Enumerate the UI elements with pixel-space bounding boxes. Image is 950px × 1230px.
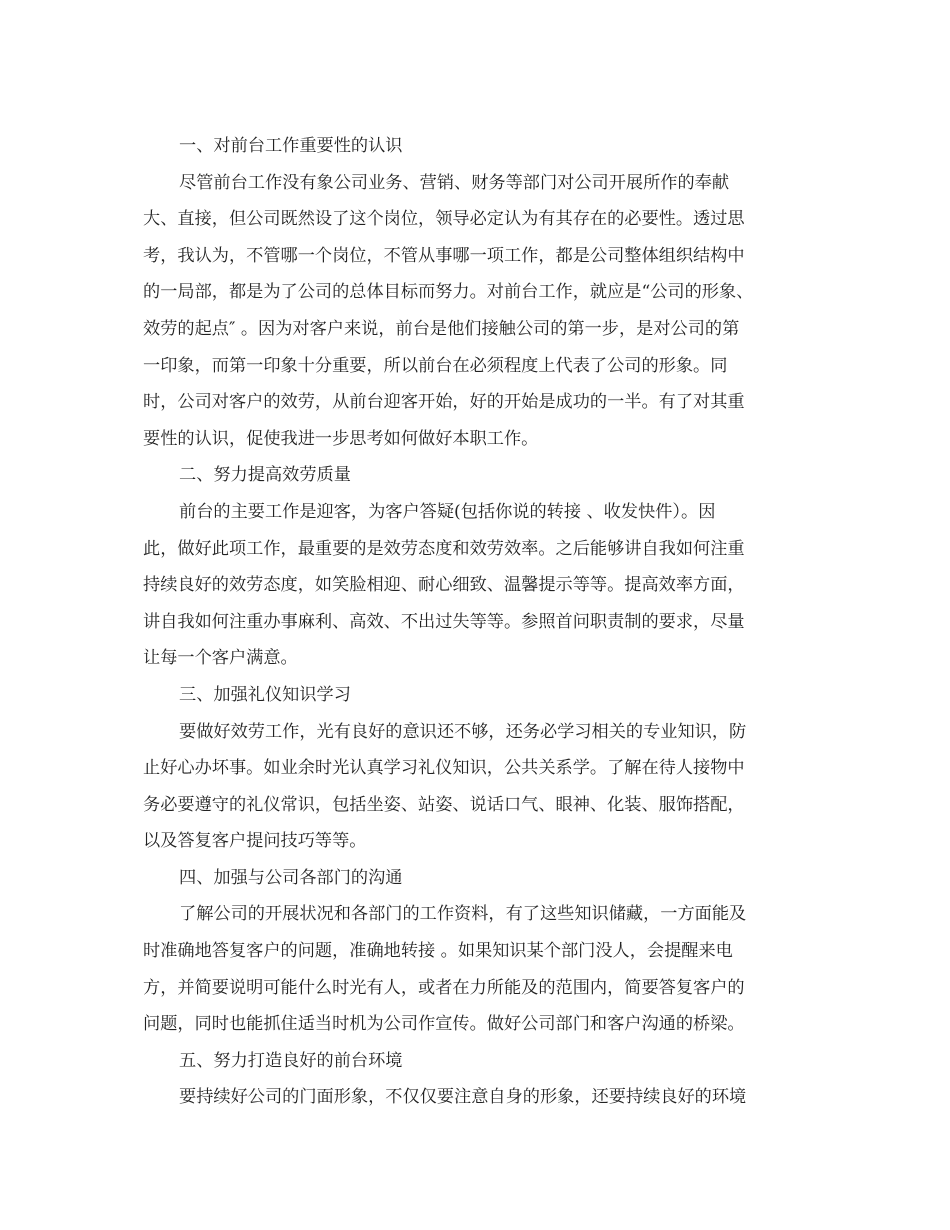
paragraph-line: 考，我认为，不管哪一个岗位，不管从事哪一项工作，都是公司整体组织结构中 [143, 245, 745, 266]
paragraph-line: 时，公司对客户的效劳，从前台迎客开始，好的开始是成功的一半。有了对其重 [143, 392, 745, 413]
section-heading-4: 四、加强与公司各部门的沟通 [179, 867, 403, 888]
paragraph-line: 让每一个客户满意。 [143, 648, 298, 669]
paragraph-line: 以及答复客户提问技巧等等。 [143, 831, 367, 852]
paragraph-line: 持续良好的效劳态度，如笑脸相迎、耐心细致、温馨提示等等。提高效率方面， [143, 575, 745, 596]
paragraph-line: 要性的认识，促使我进一步思考如何做好本职工作。 [143, 428, 539, 449]
section-heading-3: 三、加强礼仪知识学习 [179, 684, 351, 705]
paragraph-line: 问题，同时也能抓住适当时机为公司作宣传。做好公司部门和客户沟通的桥梁。 [143, 1014, 745, 1035]
document-body [143, 128, 803, 1116]
paragraph-line: 时准确地答复客户的问题，准确地转接 。如果知识某个部门没人，会提醒来电 [143, 941, 733, 962]
paragraph-line: 此，做好此项工作，最重要的是效劳态度和效劳效率。之后能够讲自我如何注重 [143, 538, 745, 559]
paragraph-line: 尽管前台工作没有象公司业务、营销、财务等部门对公司开展所作的奉献 [179, 172, 730, 193]
paragraph-line: 要做好效劳工作，光有良好的意识还不够，还务必学习相关的专业知识，防 [179, 721, 747, 742]
paragraph-line: 的一局部，都是为了公司的总体目标而努力。对前台工作，就应是“公司的形象、 [143, 282, 754, 303]
paragraph-line: 效劳的起点″ 。因为对客户来说，前台是他们接触公司的第一步，是对公司的第 [143, 318, 740, 339]
paragraph-line: 了解公司的开展状况和各部门的工作资料，有了这些知识储藏，一方面能及 [179, 904, 747, 925]
section-heading-5: 五、努力打造良好的前台环境 [179, 1050, 403, 1071]
paragraph-line: 一印象，而第一印象十分重要，所以前台在必须程度上代表了公司的形象。同 [143, 355, 728, 376]
paragraph-line: 要持续好公司的门面形象，不仅仅要注意自身的形象，还要持续良好的环境 [179, 1087, 747, 1108]
paragraph-line: 务必要遵守的礼仪常识，包括坐姿、站姿、说话口气、眼神、化装、服饰搭配， [143, 794, 745, 815]
paragraph-line: 止好心办坏事。如业余时光认真学习礼仪知识，公共关系学。了解在待人接物中 [143, 758, 745, 779]
paragraph-line: 大、直接，但公司既然设了这个岗位，领导必定认为有其存在的必要性。透过思 [143, 209, 745, 230]
section-heading-2: 二、努力提高效劳质量 [179, 465, 351, 486]
paragraph-line: 讲自我如何注重办事麻利、高效、不出过失等等。参照首问职责制的要求，尽量 [143, 611, 745, 632]
paragraph-line: 前台的主要工作是迎客，为客户答疑(包括你说的转接 、收发快件）。因 [179, 501, 716, 522]
paragraph-line: 方，并简要说明可能什么时光有人，或者在力所能及的范围内，简要答复客户的 [143, 977, 745, 998]
section-heading-1: 一、对前台工作重要性的认识 [179, 136, 403, 156]
